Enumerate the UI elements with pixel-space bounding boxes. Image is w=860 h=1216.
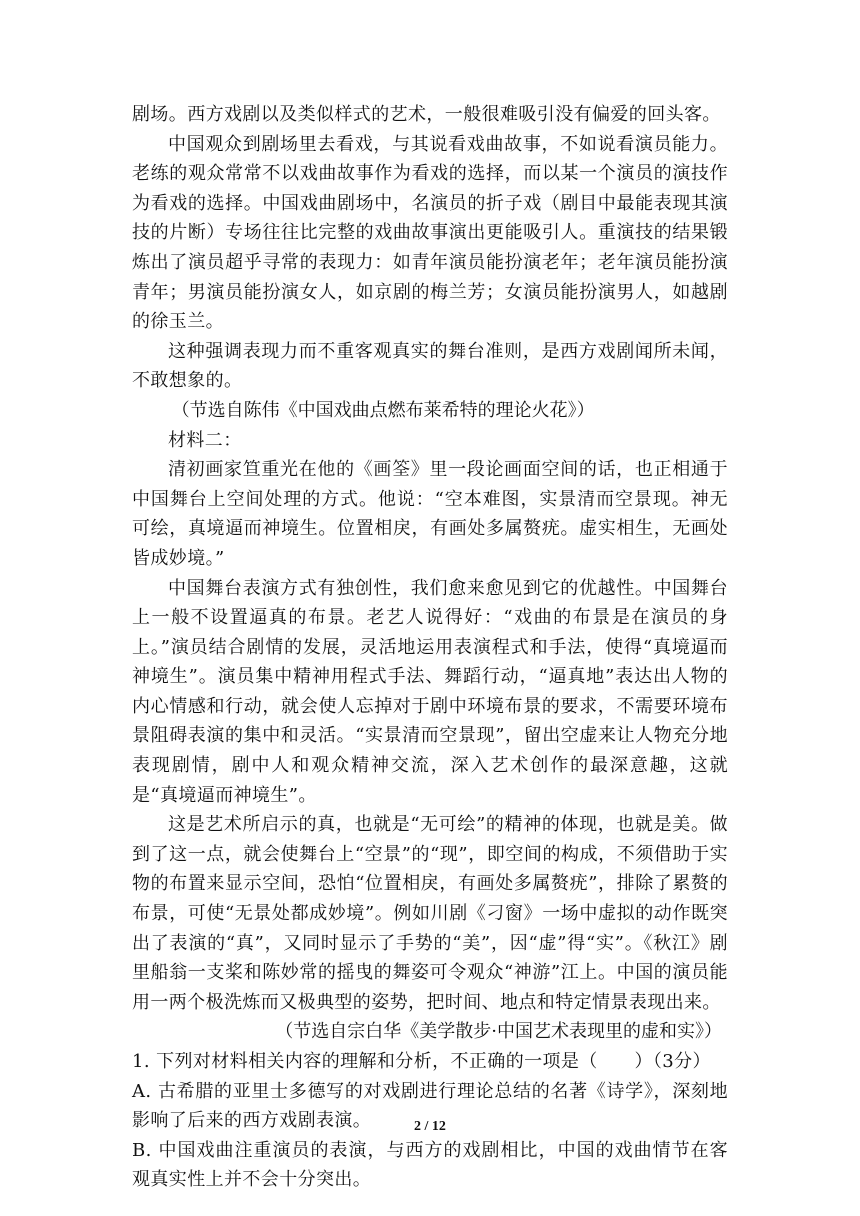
paragraph-continuation: 剧场。西方戏剧以及类似样式的艺术，一般很难吸引没有偏爱的回头客。 <box>132 104 721 125</box>
paragraph-chinese-audience: 中国观众到剧场里去看戏，与其说看戏曲故事，不如说看演员能力。老练的观众常常不以戏曲故事作为看戏的选择，而以某一个演员的演技作为看戏的选择。中国戏曲剧场中，名演员的折子戏（剧目中最能表现其演技的片断）专场往往比完整的戏曲故事演出更能吸引人。重演技的结果锻炼出了演员超乎寻常的表现力：如青年演员能扮演老年；老年演员能扮演青年；男演员能扮演女人，如京剧的梅兰芳；女演员能扮演男人，如越剧的徐玉兰。 <box>132 133 728 333</box>
material-two-heading: 材料二： <box>168 429 242 451</box>
option-text: 中国戏曲注重演员的表演，与西方的戏剧相比，中国的戏曲情节在客观真实性上并不会十分突出。 <box>132 1139 729 1191</box>
source-citation-2: （节选自宗白华《美学散步·中国艺术表现里的虚和实》） <box>275 1021 722 1043</box>
paragraph-stage-principle: 这种强调表现力而不重客观真实的舞台准则，是西方戏剧闻所未闻，不敢想象的。 <box>132 340 728 392</box>
paragraph-art-truth: 这是艺术所启示的真，也就是“无可绘”的精神的体现，也就是美。做到了这一点，就会使舞台上“空景”的“现”，即空间的构成，不须借助于实物的布置来显示空间，恐怕“位置相戾，有画处多属赘疣”，排除了累赘的布景，可使“无景处都成妙境”。例如川剧《刁窗》一场中虚拟的动作既突出了表演的“真”，又同时显示了手势的“美”，因“虚”得“实”。《秋江》剧里船翁一支桨和陈妙常的摇曳的舞姿可令观众“神游”江上。中国的演员能用一两个极洗炼而又极典型的姿势，把时间、地点和特定情景表现出来。 <box>132 814 728 1013</box>
document-body <box>132 100 728 1195</box>
paragraph-huaquan: 清初画家笪重光在他的《画筌》里一段论画面空间的话，也正相通于中国舞台上空间处理的方式。他说：“空本难图，实景清而空景现。神无可绘，真境逼而神境生。位置相戾，有画处多属赘疣。虚实相生，无画处皆成妙境。” <box>132 459 728 569</box>
question-option-b <box>132 1136 728 1195</box>
question-stem: 1. 下列对材料相关内容的理解和分析，不正确的一项是（ ）（3分） <box>132 1051 711 1072</box>
option-text: 古希腊的亚里士多德写的对戏剧进行理论总结的名著《诗学》，深刻地影响了后来的西方戏剧表演。 <box>132 1080 728 1132</box>
source-citation-1: （节选自陈伟《中国戏曲点燃布莱希特的理论火花》） <box>171 399 595 421</box>
option-label: A. <box>132 1080 152 1102</box>
paragraph-stage-method: 中国舞台表演方式有独创性，我们愈来愈见到它的优越性。中国舞台上一般不设置逼真的布景。老艺人说得好：“戏曲的布景是在演员的身上。”演员结合剧情的发展，灵活地运用表演程式和手法，使得“真境逼而神境生”。演员集中精神用程式手法、舞蹈行动，“逼真地”表达出人物的内心情感和行动，就会使人忘掉对于剧中环境布景的要求，不需要环境布景阻碍表演的集中和灵活。“实景清而空景现”，留出空虚来让人物充分地表现剧情，剧中人和观众精神交流，深入艺术创作的最深意趣，这就是“真境逼而神境生”。 <box>132 577 728 806</box>
page-number: 2 / 12 <box>414 1119 446 1134</box>
option-label: B. <box>132 1139 152 1161</box>
